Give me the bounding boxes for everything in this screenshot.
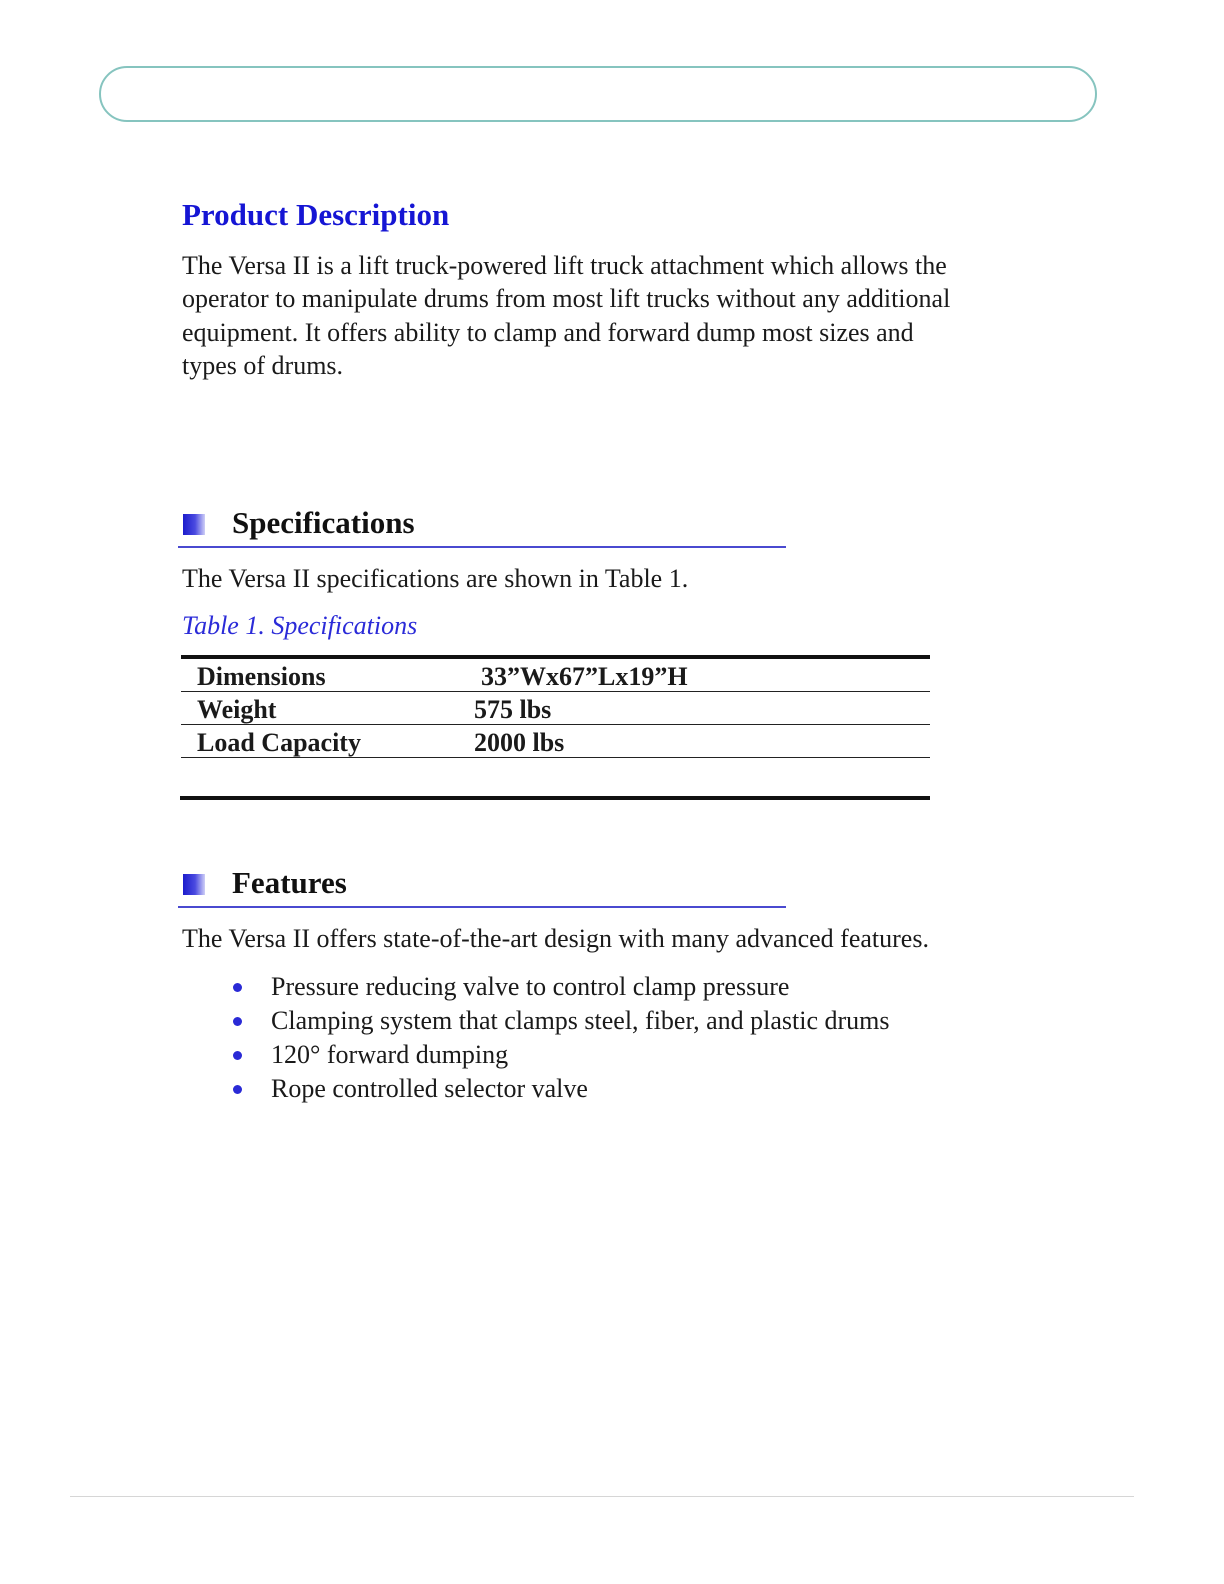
- features-intro: The Versa II offers state-of-the-art design with many advanced features.: [182, 924, 929, 953]
- row-label: Weight: [197, 695, 277, 724]
- table-row: [181, 659, 930, 692]
- specifications-heading: Specifications: [232, 505, 415, 540]
- list-item: [230, 1038, 890, 1072]
- row-value: 2000 lbs: [474, 728, 565, 757]
- bullet-icon: [233, 1017, 242, 1026]
- bullet-icon: [233, 1085, 242, 1094]
- feature-text: Clamping system that clamps steel, fiber, and plastic drums: [271, 1006, 890, 1035]
- table-row: [181, 725, 930, 758]
- section-square-icon: [183, 514, 205, 535]
- row-value: 575 lbs: [474, 695, 552, 724]
- specifications-section-header: [178, 505, 786, 548]
- features-list: [230, 970, 890, 1106]
- bullet-icon: [233, 1051, 242, 1060]
- specifications-intro: The Versa II specifications are shown in Table 1.: [182, 564, 689, 593]
- feature-text: 120° forward dumping: [271, 1040, 509, 1069]
- row-value: 33”Wx67”Lx19”H: [481, 662, 688, 691]
- row-label: Dimensions: [197, 662, 326, 691]
- features-heading: Features: [232, 865, 347, 900]
- paragraph-line: The Versa II is a lift truck-powered lift truck attachment which allows the: [182, 251, 947, 280]
- paragraph-line: equipment. It offers ability to clamp and forward dump most sizes and: [182, 317, 914, 347]
- list-item: [230, 1072, 890, 1106]
- section-square-icon: [183, 874, 205, 895]
- product-description-paragraph: [182, 249, 1022, 382]
- list-item: [230, 970, 890, 1004]
- features-section-header: [178, 865, 786, 908]
- table-row: [181, 692, 930, 725]
- product-description-heading: Product Description: [182, 197, 450, 232]
- table-bottom-rule: [180, 796, 930, 800]
- feature-text: Pressure reducing valve to control clamp pressure: [271, 972, 790, 1001]
- specifications-table: [181, 655, 930, 758]
- table-caption: Table 1. Specifications: [182, 611, 418, 640]
- list-item: [230, 1004, 890, 1038]
- row-label: Load Capacity: [197, 728, 361, 757]
- bullet-icon: [233, 983, 242, 992]
- header-frame: [99, 66, 1097, 122]
- paragraph-line: types of drums.: [182, 350, 344, 380]
- feature-text: Rope controlled selector valve: [271, 1074, 588, 1103]
- paragraph-line: operator to manipulate drums from most lift trucks without any additional: [182, 284, 951, 314]
- footer-divider: [70, 1496, 1134, 1497]
